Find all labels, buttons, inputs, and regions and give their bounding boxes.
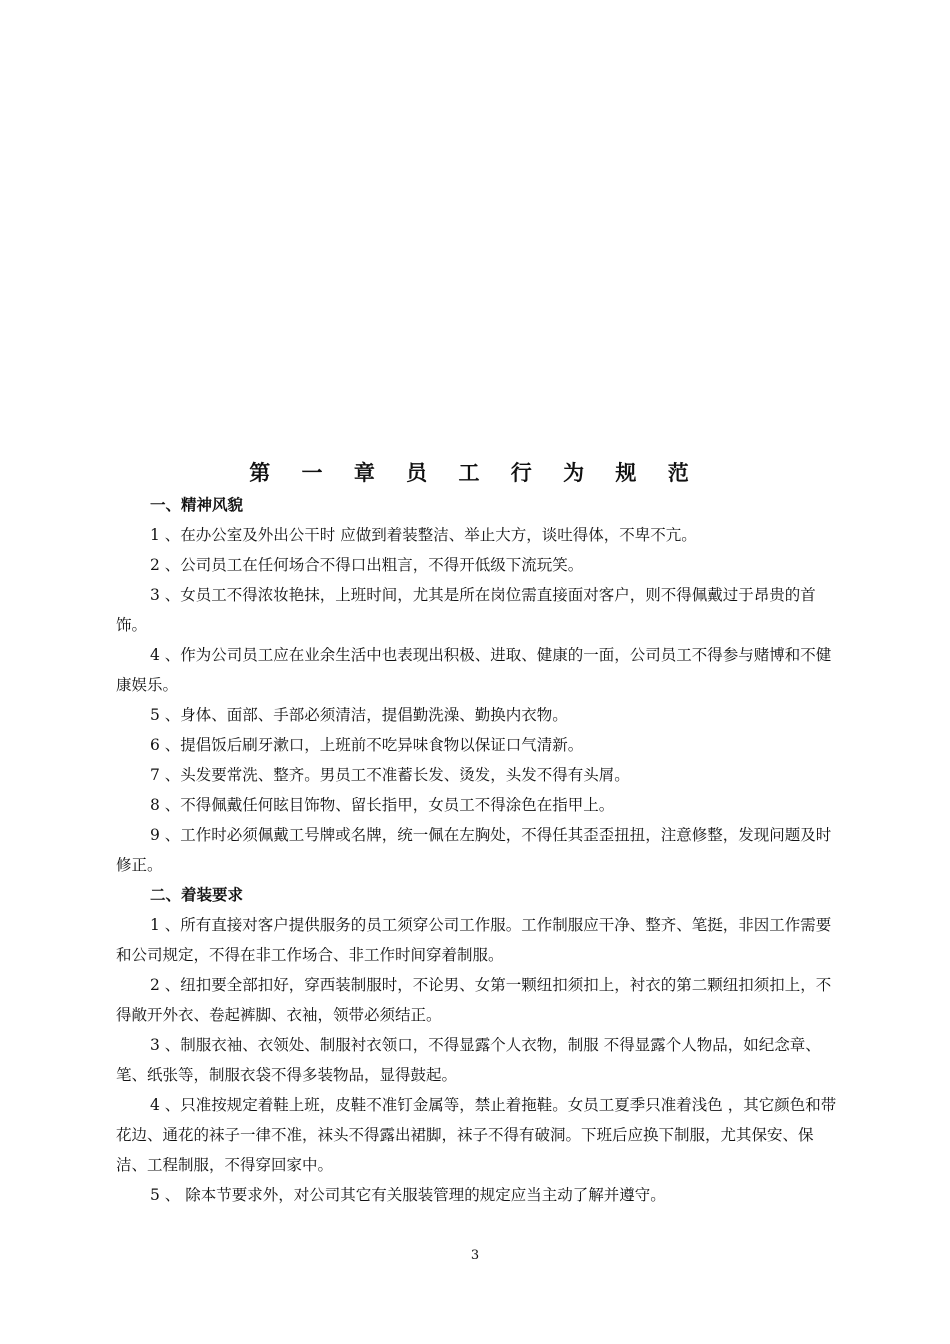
paragraph: 6 、提倡饭后刷牙漱口，上班前不吃异味食物以保证口气清新。 bbox=[150, 736, 584, 754]
paragraph: 5 、身体、面部、手部必须清洁，提倡勤洗澡、勤换内衣物。 bbox=[150, 706, 568, 724]
paragraph: 4 、作为公司员工应在业余生活中也表现出积极、进取、健康的一面，公司员工不得参与赌博和不健康娱乐。 bbox=[116, 646, 832, 694]
paragraph: 4 、只准按规定着鞋上班，皮鞋不准钉金属等，禁止着拖鞋。女员工夏季只准着浅色 ，其它颜色和带花边、通花的袜子一律不准，袜头不得露出裙脚，袜子不得有破洞。下班后应换下制服，尤其保安、保洁、工程制服，不得穿回家中。 bbox=[116, 1096, 837, 1174]
paragraph: 2 、公司员工在任何场合不得口出粗言，不得开低级下流玩笑。 bbox=[150, 556, 584, 574]
document-body bbox=[116, 490, 840, 1210]
paragraph: 9 、工作时必须佩戴工号牌或名牌，统一佩在左胸处，不得任其歪歪扭扭，注意修整，发现问题及时修正。 bbox=[116, 826, 832, 874]
section-heading: 一、精神风貌 bbox=[150, 495, 244, 514]
paragraph: 5 、 除本节要求外，对公司其它有关服装管理的规定应当主动了解并遵守。 bbox=[150, 1186, 666, 1204]
paragraph: 1 、所有直接对客户提供服务的员工须穿公司工作服。工作制服应干净、整齐、笔挺，非因工作需要和公司规定，不得在非工作场合、非工作时间穿着制服。 bbox=[116, 916, 832, 964]
paragraph: 3 、女员工不得浓妆艳抹，上班时间，尤其是所在岗位需直接面对客户，则不得佩戴过于昂贵的首饰。 bbox=[116, 586, 816, 634]
page-number: 3 bbox=[470, 1248, 480, 1263]
section-dress-code bbox=[116, 880, 840, 1210]
section-spirit bbox=[116, 490, 840, 880]
section-heading: 二、着装要求 bbox=[150, 885, 244, 904]
paragraph: 7 、头发要常洗、整齐。男员工不准蓄长发、烫发，头发不得有头屑。 bbox=[150, 766, 630, 784]
chapter-title: 第 一 章 员 工 行 为 规 范 bbox=[249, 460, 701, 485]
paragraph: 8 、不得佩戴任何眩目饰物、留长指甲，女员工不得涂色在指甲上。 bbox=[150, 796, 615, 814]
paragraph: 3 、制服衣袖、衣领处、制服衬衣领口，不得显露个人衣物，制服 不得显露个人物品，如纪念章、笔、纸张等，制服衣袋不得多装物品，显得鼓起。 bbox=[116, 1036, 821, 1084]
paragraph: 2 、纽扣要全部扣好，穿西装制服时，不论男、女第一颗纽扣须扣上，衬衣的第二颗纽扣须扣上，不得敞开外衣、卷起裤脚、衣袖，领带必须结正。 bbox=[116, 976, 832, 1024]
paragraph: 1 、在办公室及外出公干时 应做到着装整洁、举止大方，谈吐得体，不卑不亢。 bbox=[150, 526, 697, 544]
